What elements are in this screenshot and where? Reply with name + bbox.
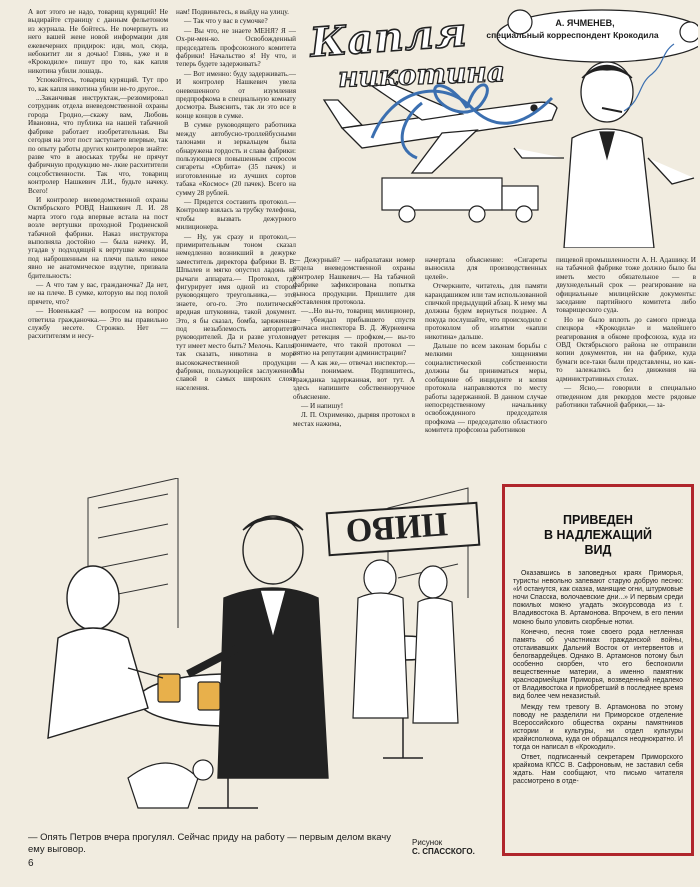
byline-role: специальный корреспондент Крокодила: [486, 30, 659, 40]
official-man-drawing: [514, 62, 694, 248]
sidebar-article: [502, 484, 694, 856]
paragraph: — Так что у вас в сумочке?: [184, 17, 268, 26]
sidebar-title-line: ВИД: [584, 543, 612, 557]
beer-sign: [327, 503, 480, 555]
paragraph: —...Но вы-то, товарищ милиционер,— убеждал прибывшего спустя полчаса инспектора В. Д. Журневича дует ретекция — профком,— вы-то понимаете, что такой протокол — пятно на репутации администрации?: [293, 307, 415, 358]
official-man-center: [188, 516, 328, 778]
paragraph: — Придется составить протокол.— Контролер взялась за трубку телефона, чтобы вызвать дежурного милиционера.: [176, 197, 296, 232]
paragraph: начертала объяснение: «Сигареты выносила для производственных целей».: [425, 256, 547, 281]
paragraph: Л. П. Охрименко, дырявя протокол в местах нажима,: [293, 411, 415, 428]
paragraph: В сумке руководящего работника между автобусно-троллейбусными талонами и зеркальцем была обнаружена гордость и слава фабрики: пользующиеся повышенным спросом сигареты «Орбита» (35 пачек) и изготовленные из лучших сортов табака «Космос» (20 пачек). Всего на сумму 28 рублей.: [176, 121, 296, 197]
byline-name: А. ЯЧМЕНЕВ,: [555, 18, 615, 28]
drinking-man-left: [48, 566, 163, 738]
paragraph: Дальше по всем законам борьбы с мелкими хищениями социалистической собственности должны бы приниматься меры, сообщение об инциденте и копия протокола направляются по месту работы задержанной. В данном случае непосредственному начальнику освобожденного председателя профкома — председателю областного комитета профсоюза работников: [425, 342, 547, 435]
article-title-line-2: никотина: [337, 55, 506, 94]
sidebar-paragraph: Оказавшись в заповедных краях Приморья, туристы невольно запевают старую добрую песню: «И останутся, как сказка, манящие огни, штурмовые ночи Спасска, волочаевские дни...» И первым среди пожилых можно угадать экскурсовода из г. Владивостока В. Артамонова. Впрочем, в его пении можно было уловить скорбные нотки.: [513, 570, 683, 626]
article-column-1: [28, 8, 168, 466]
sidebar-paragraph: Конечно, песня тоже своего рода нетленная память об участниках гражданской войны, отстаивавших Дальний Восток от интервентов и белогвардейцев. Однако В. Артамонов потому был особенно скорбен, что его беспокоили вещественные материи, а именно памятник красноармейцам Приморья, возведенный недалеко от Владивостока и приобретший в последнее время вид более чем неказистый.: [513, 628, 683, 701]
article-title-line-1: Капля: [308, 8, 469, 67]
sidebar-title: [505, 513, 691, 558]
page-number: 6: [28, 858, 34, 869]
credit-label: Рисунок: [412, 838, 443, 847]
beer-sign-text: ПИВО: [344, 504, 449, 549]
paragraph: — Ну, уж сразу и протокол,— примирительным тоном сказал немедленно возникший в дежурке заместитель директора фабрики В. В. Шпылев и мягко опустил ладонь на рычаги аппарата.— Протокол, где фигурирует имя одной из сторон руководящего треугольника,— это, знаете, ого-го. Это политически вредная штуковина, такой документ. Это, я бы сказал, бомба, заряженная под незыблемость авторитета руководителей. Да и разве уголовно тут имеет место быть? Мелочь. Капля, так сказать, никотина в море высококачественной продукции фабрики, пользующейся заслуженной славой в самых широких слоях населения.: [176, 232, 296, 392]
dog-drawing: [128, 760, 213, 808]
paragraph: Отчеркните, читатель, для памяти карандашиком или там использованной спичкой предыдущий абзац. К нему мы должны будем вернуться позднее. А покуда послушайте, что происходило с протоколом об изъятии «капли никотина» дальше.: [425, 282, 547, 341]
truck-drawing: [382, 178, 538, 222]
paragraph: — Вы что, не знаете МЕНЯ? Я — Ох-ри-мен-ко. Освобожденный председатель профсоюзного комитета фабрики! Начальство я! Ну что, и теперь будете задерживать?: [176, 26, 296, 69]
paragraph: — Дежурный? — набралатаки номер отдела вневедомственной охраны контролер Нашкевич.— На табачной фабрике зафиксирована попытка выноса продукции. Пришлите для составления протокола.: [293, 256, 415, 307]
paragraph: А вот этого не надо, товарищ курящий! Не выдирайте страницу с данным фельетоном из журнала. Не бойтесь. Не почерпнуть из него вашей жене новой информации для ежевечерних придирок: иди, мол, сюда, небокитит ли я дочью! Глянь, уже и в «Крокодиле» пишут про то, как капля никотина убили лошадь.: [28, 8, 168, 75]
paragraph: ...Заканчивая инструктаж,—резюмировал сотрудник отдела вневедомственной охраны города Гродно,—скажу вам, Любовь Ивановна, что публика на нашей табачной фабрике работает изобретательная. Вы сегодня на этот пост заступаете впервые, так по опыту работы других контролеров знайте: разве что в авоськах трубы не прячут фабричную продукцию ме- лкие расхитители соцсобственности. Так что, товарищ контролер Нашкевич Л.И., будьте начеку. Всего!: [28, 94, 168, 195]
paragraph: — Новенькая? — вопросом на вопрос ответила гражданочка.— Это вы правильно службу несете. Строжко. Нет — расхитителям и несу-: [28, 307, 168, 341]
sidebar-paragraph: Ответ, подписанный секретарем Приморского крайкома КПСС В. Сафроновым, не заставил себя ждать. Нам сообщают, что письмо читателя рассмотрено в отде-: [513, 754, 683, 786]
paragraph: — Вот именно: буду задерживать.— И контролер Нашкевич увела оневешенного от изумления предпрофкома в специальную комнату досмотра. Выяснить, так ли это все в конце концов в сумке.: [176, 69, 296, 120]
article-column-2: [176, 8, 296, 466]
sidebar-title-line: В НАДЛЕЖАЩИЙ: [543, 528, 653, 542]
cartoon-caption: — Опять Петров вчера прогулял. Сейчас приду на работу — первым делом вкачу ему выговор.: [28, 832, 391, 855]
cartoon-illustration: [28, 478, 492, 830]
sidebar-title-line: ПРИВЕДЕН: [563, 513, 633, 527]
sidebar-paragraph: Между тем тревогу В. Артамонова по этому поводу не разделили ни Приморское отделение Всероссийского общества охраны памятников истории и культуры, ни отдел культуры крайисполкома, куда он обращался неоднократно. И тогда он написал в «Крокодил».: [513, 703, 683, 751]
paragraph: Но не было вплоть до самого приезда спецкора «Крокодила» и малейшего реагирования в обкоме профсоюза, куда из ОВД Октябрьского района не отправили копии документов, ни на фабрике, куда бумаги все-таки были представлены, но как-то залежались без движения на административных столах.: [556, 315, 696, 383]
article-column-5: [556, 256, 696, 466]
article-column-4: [425, 256, 547, 466]
paragraph: пищевой промышленности А. Н. Адашику. И на табачной фабрике тоже должно было бы иметь место обязательное — в двухнедельный срок — реагирование на официальные милицейские документы: заседание партийного комитета либо товарищеского суда.: [556, 256, 696, 315]
sidebar-body: [505, 570, 691, 786]
paragraph: — А что там у вас, гражданочка? Да нет, не на плече. В сумке, которую вы под полой прячете, что?: [28, 281, 168, 306]
paragraph: — Ясно,— говорили в специально отведенном для рекордов месте рядовые работники табачной фабрики,— за-: [556, 384, 696, 409]
credit-name: С. СПАССКОГО.: [412, 847, 475, 856]
illustration-credit: [412, 838, 497, 856]
paragraph: — А как же,— отвечал инспектор.— Мы понимаем. Подпишитесь, гражданка задержанная, вот тут. А здесь напишите собственноручное объяснение.: [293, 358, 415, 401]
airplane-drawing: [324, 84, 557, 173]
paragraph: нам! Подвиньтесь, я выйду на улицу.: [176, 8, 289, 16]
paragraph: Успокойтесь, товарищ курящий. Тут про то, как капля никотина убили не-то другое...: [28, 76, 168, 93]
paragraph: — И напишу!: [301, 401, 344, 410]
paragraph: И контролер вневедомственной охраны Октябрьского РОВД Нашкевич Л. И. 28 марта этого года впервые встала на пост возле вертушки проходной Гродненской табачной фабрики. Наказ инструктора выполняла достойно — была начеку. И, угадав у подходящей к вертушке женщины под наброшенным на плечи пальто некое явно не анатомическое вздутие, призвала бдительность:: [28, 195, 168, 280]
article-column-3: [293, 256, 415, 466]
